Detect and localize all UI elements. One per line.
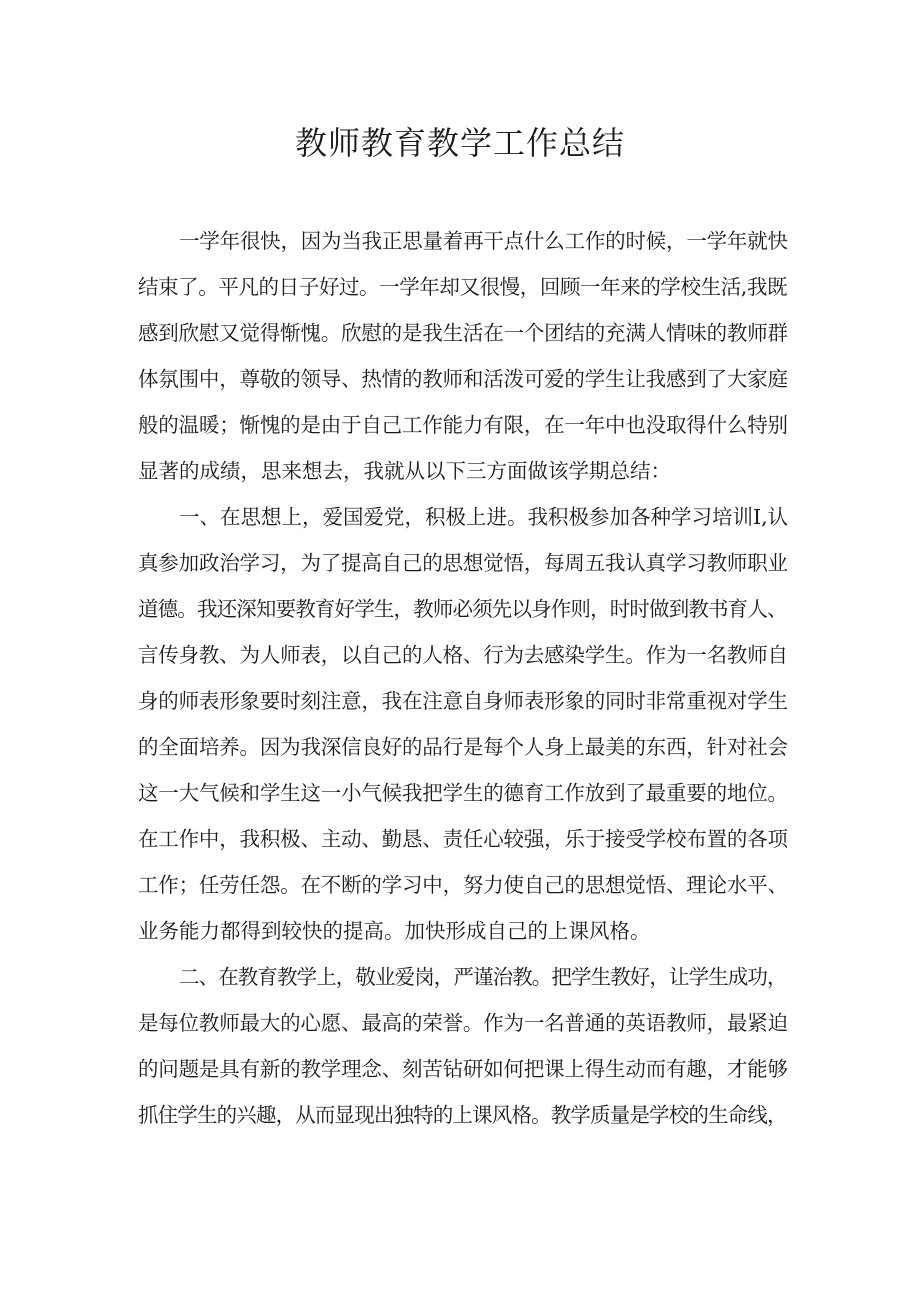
document-body: [138, 218, 788, 1138]
text-line: 真参加政治学习，为了提高自己的思想觉悟，每周五我认真学习教师职业: [138, 551, 788, 575]
text-line: 一学年很快，因为当我正思量着再干点什么工作的时候，一学年就快: [179, 229, 788, 253]
text-line: 业务能力都得到较快的提高。加快形成自己的上课风格。: [138, 919, 651, 943]
text-line: 结束了。平凡的日子好过。一学年却又很慢，回顾一年来的学校生活,我既: [138, 275, 788, 299]
text-line: 言传身教、为人师表，以自己的人格、行为去感染学生。作为一名教师自: [138, 643, 788, 667]
document-title: 教师教育教学工作总结: [294, 124, 625, 162]
text-line: 般的温暖；惭愧的是由于自己工作能力有限，在一年中也没取得什么特别: [138, 413, 788, 437]
text-line: 二、在教育教学上，敬业爱岗，严谨治教。把学生教好，让学生成功，: [179, 965, 787, 989]
text-line: 显著的成绩，思来想去，我就从以下三方面做该学期总结：: [138, 459, 671, 483]
text-line: 的全面培养。因为我深信良好的品行是每个人身上最美的东西，针对社会: [138, 735, 788, 759]
text-line: 这一大气候和学生这一小气候我把学生的德育工作放到了最重要的地位。: [138, 781, 788, 805]
text-line: 身的师表形象要时刻注意，我在注意自身师表形象的同时非常重视对学生: [138, 689, 788, 713]
text-line: 一、在思想上，爱国爱党，积极上进。我积极参加各种学习培训I,认: [179, 505, 789, 529]
text-line: 抓住学生的兴趣，从而显现出独特的上课风格。教学质量是学校的生命线，: [138, 1103, 787, 1127]
text-line: 感到欣慰又觉得惭愧。欣慰的是我生活在一个团结的充满人情味的教师群: [138, 321, 788, 345]
text-line: 道德。我还深知要教育好学生，教师必须先以身作则，时时做到教书育人、: [138, 597, 787, 621]
text-line: 是每位教师最大的心愿、最高的荣誉。作为一名普通的英语教师，最紧迫: [138, 1011, 788, 1035]
text-line: 工作；任劳任怨。在不断的学习中，努力使自己的思想觉悟、理论水平、: [138, 873, 788, 897]
text-line: 的问题是具有新的教学理念、刻苦钻研如何把课上得生动而有趣，才能够: [138, 1057, 788, 1081]
text-line: 在工作中，我积极、主动、勤恳、责任心较强，乐于接受学校布置的各项: [138, 827, 788, 851]
text-line: 体氛围中，尊敬的领导、热情的教师和活泼可爱的学生让我感到了大家庭: [138, 367, 788, 391]
